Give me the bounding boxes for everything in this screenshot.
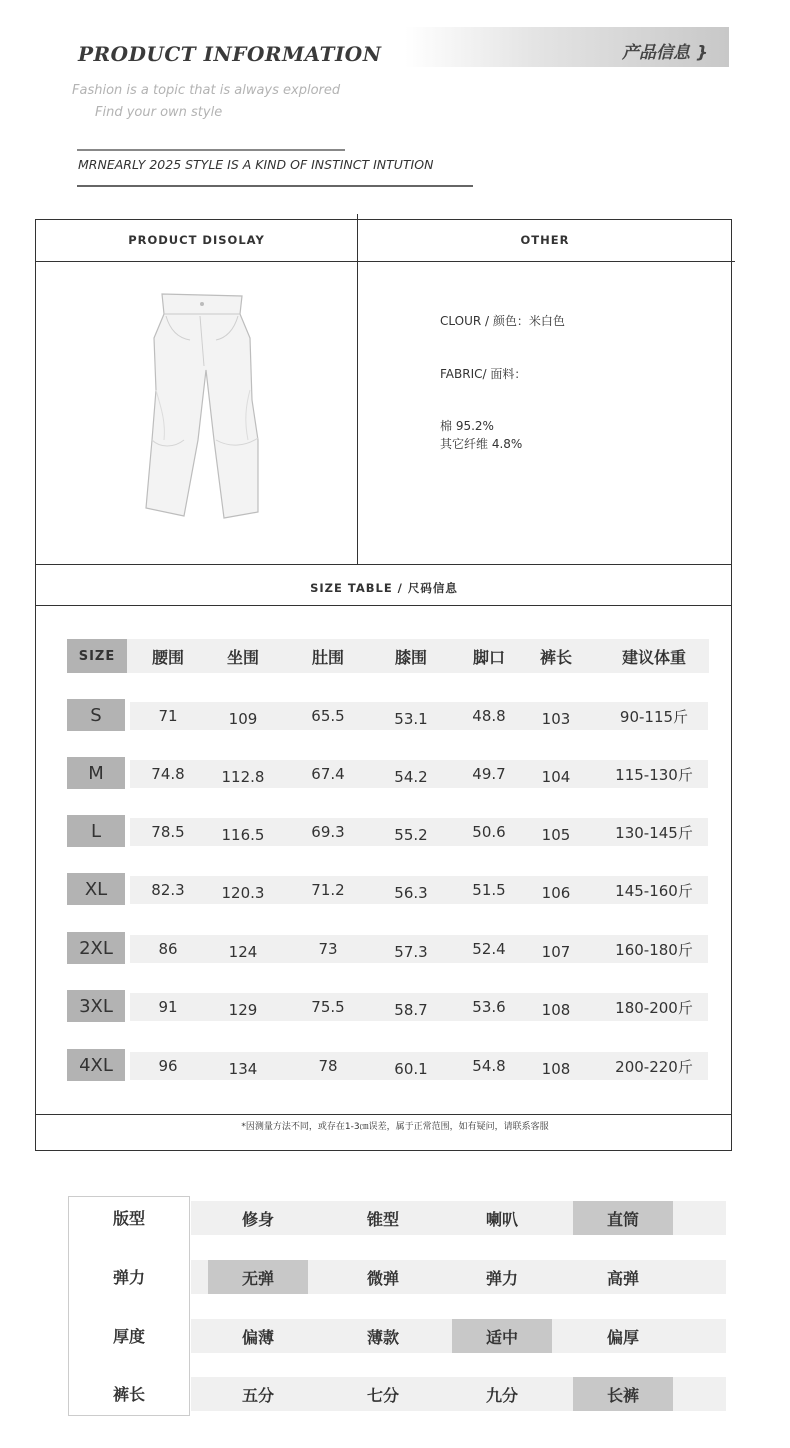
size-table-cell: 73 <box>318 940 338 958</box>
size-table-cell: 145-160斤 <box>615 881 693 900</box>
size-table-cell: 160-180斤 <box>615 940 693 959</box>
colour-info <box>440 312 565 329</box>
attribute-option-selected: 长裤 <box>573 1377 673 1411</box>
size-table-cell: 82.3 <box>151 881 185 899</box>
attribute-option: 五分 <box>241 1385 274 1405</box>
size-label: L <box>67 815 125 847</box>
row-divider <box>35 564 732 565</box>
size-header-cell: 膝围 <box>394 647 427 667</box>
size-label: S <box>67 699 125 731</box>
size-table-cell: 108 <box>541 1060 571 1078</box>
size-table-cell: 78.5 <box>151 823 185 841</box>
size-table-cell: 51.5 <box>472 881 506 899</box>
subtitle-line-2: Find your own style <box>95 105 223 120</box>
divider <box>77 185 473 187</box>
size-header-cell: 腰围 <box>151 647 184 667</box>
size-table-cell: 60.1 <box>394 1060 428 1078</box>
colour-label: CLOUR / 颜色： <box>440 314 529 328</box>
size-table-cell: 103 <box>541 710 571 728</box>
size-table-cell: 49.7 <box>472 765 506 783</box>
row-divider <box>35 1114 732 1115</box>
attribute-option: 喇叭 <box>485 1209 518 1229</box>
size-table-cell: 58.7 <box>394 1001 428 1019</box>
size-table-cell: 69.3 <box>311 823 345 841</box>
size-table-cell: 129 <box>228 1001 258 1019</box>
size-table-cell: 116.5 <box>221 826 265 844</box>
size-table-cell: 78 <box>318 1057 338 1075</box>
size-table-cell: 53.1 <box>394 710 428 728</box>
size-table-cell: 134 <box>228 1060 258 1078</box>
attribute-option: 弹力 <box>485 1268 518 1288</box>
size-header-cell: 裤长 <box>539 647 572 667</box>
attribute-label: 厚度 <box>112 1327 145 1346</box>
size-table-cell: 107 <box>541 943 571 961</box>
attribute-option: 锥型 <box>366 1209 399 1229</box>
size-table-cell: 109 <box>228 710 258 728</box>
attribute-option: 高弹 <box>606 1268 639 1288</box>
attribute-label: 弹力 <box>112 1268 145 1287</box>
attribute-option: 七分 <box>366 1385 399 1405</box>
attribute-option: 修身 <box>241 1209 274 1229</box>
size-table-cell: 200-220斤 <box>615 1057 693 1076</box>
size-table-cell: 54.8 <box>472 1057 506 1075</box>
size-table-cell: 74.8 <box>151 765 185 783</box>
size-table-cell: 86 <box>158 940 178 958</box>
pants-icon <box>140 290 270 529</box>
fabric-composition-1: 棉 95.2% <box>440 419 494 433</box>
size-header-cell: 肚围 <box>311 647 344 667</box>
size-table-cell: 112.8 <box>221 768 265 786</box>
size-label: 2XL <box>67 932 125 964</box>
size-header-cell: 脚口 <box>472 647 505 667</box>
size-table-cell: 106 <box>541 884 571 902</box>
attribute-option: 薄款 <box>366 1327 399 1347</box>
size-table-cell: 56.3 <box>394 884 428 902</box>
size-table-cell: 50.6 <box>472 823 506 841</box>
size-table-cell: 55.2 <box>394 826 428 844</box>
size-table-cell: 108 <box>541 1001 571 1019</box>
size-table-cell: 53.6 <box>472 998 506 1016</box>
other-header: OTHER <box>520 233 570 247</box>
size-table-cell: 130-145斤 <box>615 823 693 842</box>
size-table-cell: 96 <box>158 1057 178 1075</box>
size-label: 3XL <box>67 990 125 1022</box>
attribute-label: 裤长 <box>112 1385 145 1404</box>
divider <box>77 149 345 151</box>
size-label: XL <box>67 873 125 905</box>
size-table-cell: 75.5 <box>311 998 345 1016</box>
page-title: PRODUCT INFORMATION <box>78 42 382 66</box>
fabric-composition-2: 其它纤维 4.8% <box>440 437 523 451</box>
size-table-cell: 71 <box>158 707 178 725</box>
attribute-option-selected: 直筒 <box>573 1201 673 1235</box>
colour-value: 米白色 <box>528 314 565 328</box>
size-table-cell: 124 <box>228 943 258 961</box>
attribute-option: 微弹 <box>366 1268 399 1288</box>
size-table-title: SIZE TABLE / 尺码信息 <box>310 581 458 595</box>
size-header-cell: 坐围 <box>226 647 259 667</box>
size-table-cell: 91 <box>158 998 178 1016</box>
page-title-cn: 产品信息 } <box>621 43 708 63</box>
attribute-option: 九分 <box>485 1385 518 1405</box>
attribute-option-selected: 无弹 <box>208 1260 308 1294</box>
row-divider <box>35 261 735 262</box>
size-table-cell: 52.4 <box>472 940 506 958</box>
size-label: M <box>67 757 125 789</box>
product-display-header: PRODUCT DISOLAY <box>128 233 265 247</box>
size-table-cell: 120.3 <box>221 884 265 902</box>
size-table-cell: 57.3 <box>394 943 428 961</box>
column-divider <box>357 214 358 564</box>
attribute-label: 版型 <box>112 1209 145 1228</box>
attribute-option: 偏薄 <box>241 1327 274 1347</box>
measurement-note: *因测量方法不同，或存在1-3㎝误差，属于正常范围，如有疑问，请联系客服 <box>241 1122 549 1132</box>
size-table-cell: 115-130斤 <box>615 765 693 784</box>
attribute-option-selected: 适中 <box>452 1319 552 1353</box>
brand-slogan: MRNEARLY 2025 STYLE IS A KIND OF INSTINCT INTUTION <box>78 157 434 172</box>
size-table-cell: 104 <box>541 768 571 786</box>
size-header-cell: SIZE <box>67 639 127 673</box>
size-table-cell: 54.2 <box>394 768 428 786</box>
size-table-cell: 48.8 <box>472 707 506 725</box>
row-divider <box>35 605 732 606</box>
subtitle-line-1: Fashion is a topic that is always explored <box>72 83 341 98</box>
fabric-label: FABRIC/ 面料： <box>440 367 527 381</box>
size-table-cell: 67.4 <box>311 765 345 783</box>
size-label: 4XL <box>67 1049 125 1081</box>
attribute-option: 偏厚 <box>606 1327 639 1347</box>
size-table-cell: 71.2 <box>311 881 345 899</box>
size-table-cell: 180-200斤 <box>615 998 693 1017</box>
size-table-cell: 105 <box>541 826 571 844</box>
size-table-cell: 90-115斤 <box>619 707 689 726</box>
size-header-cell: 建议体重 <box>621 647 686 667</box>
size-table-cell: 65.5 <box>311 707 345 725</box>
